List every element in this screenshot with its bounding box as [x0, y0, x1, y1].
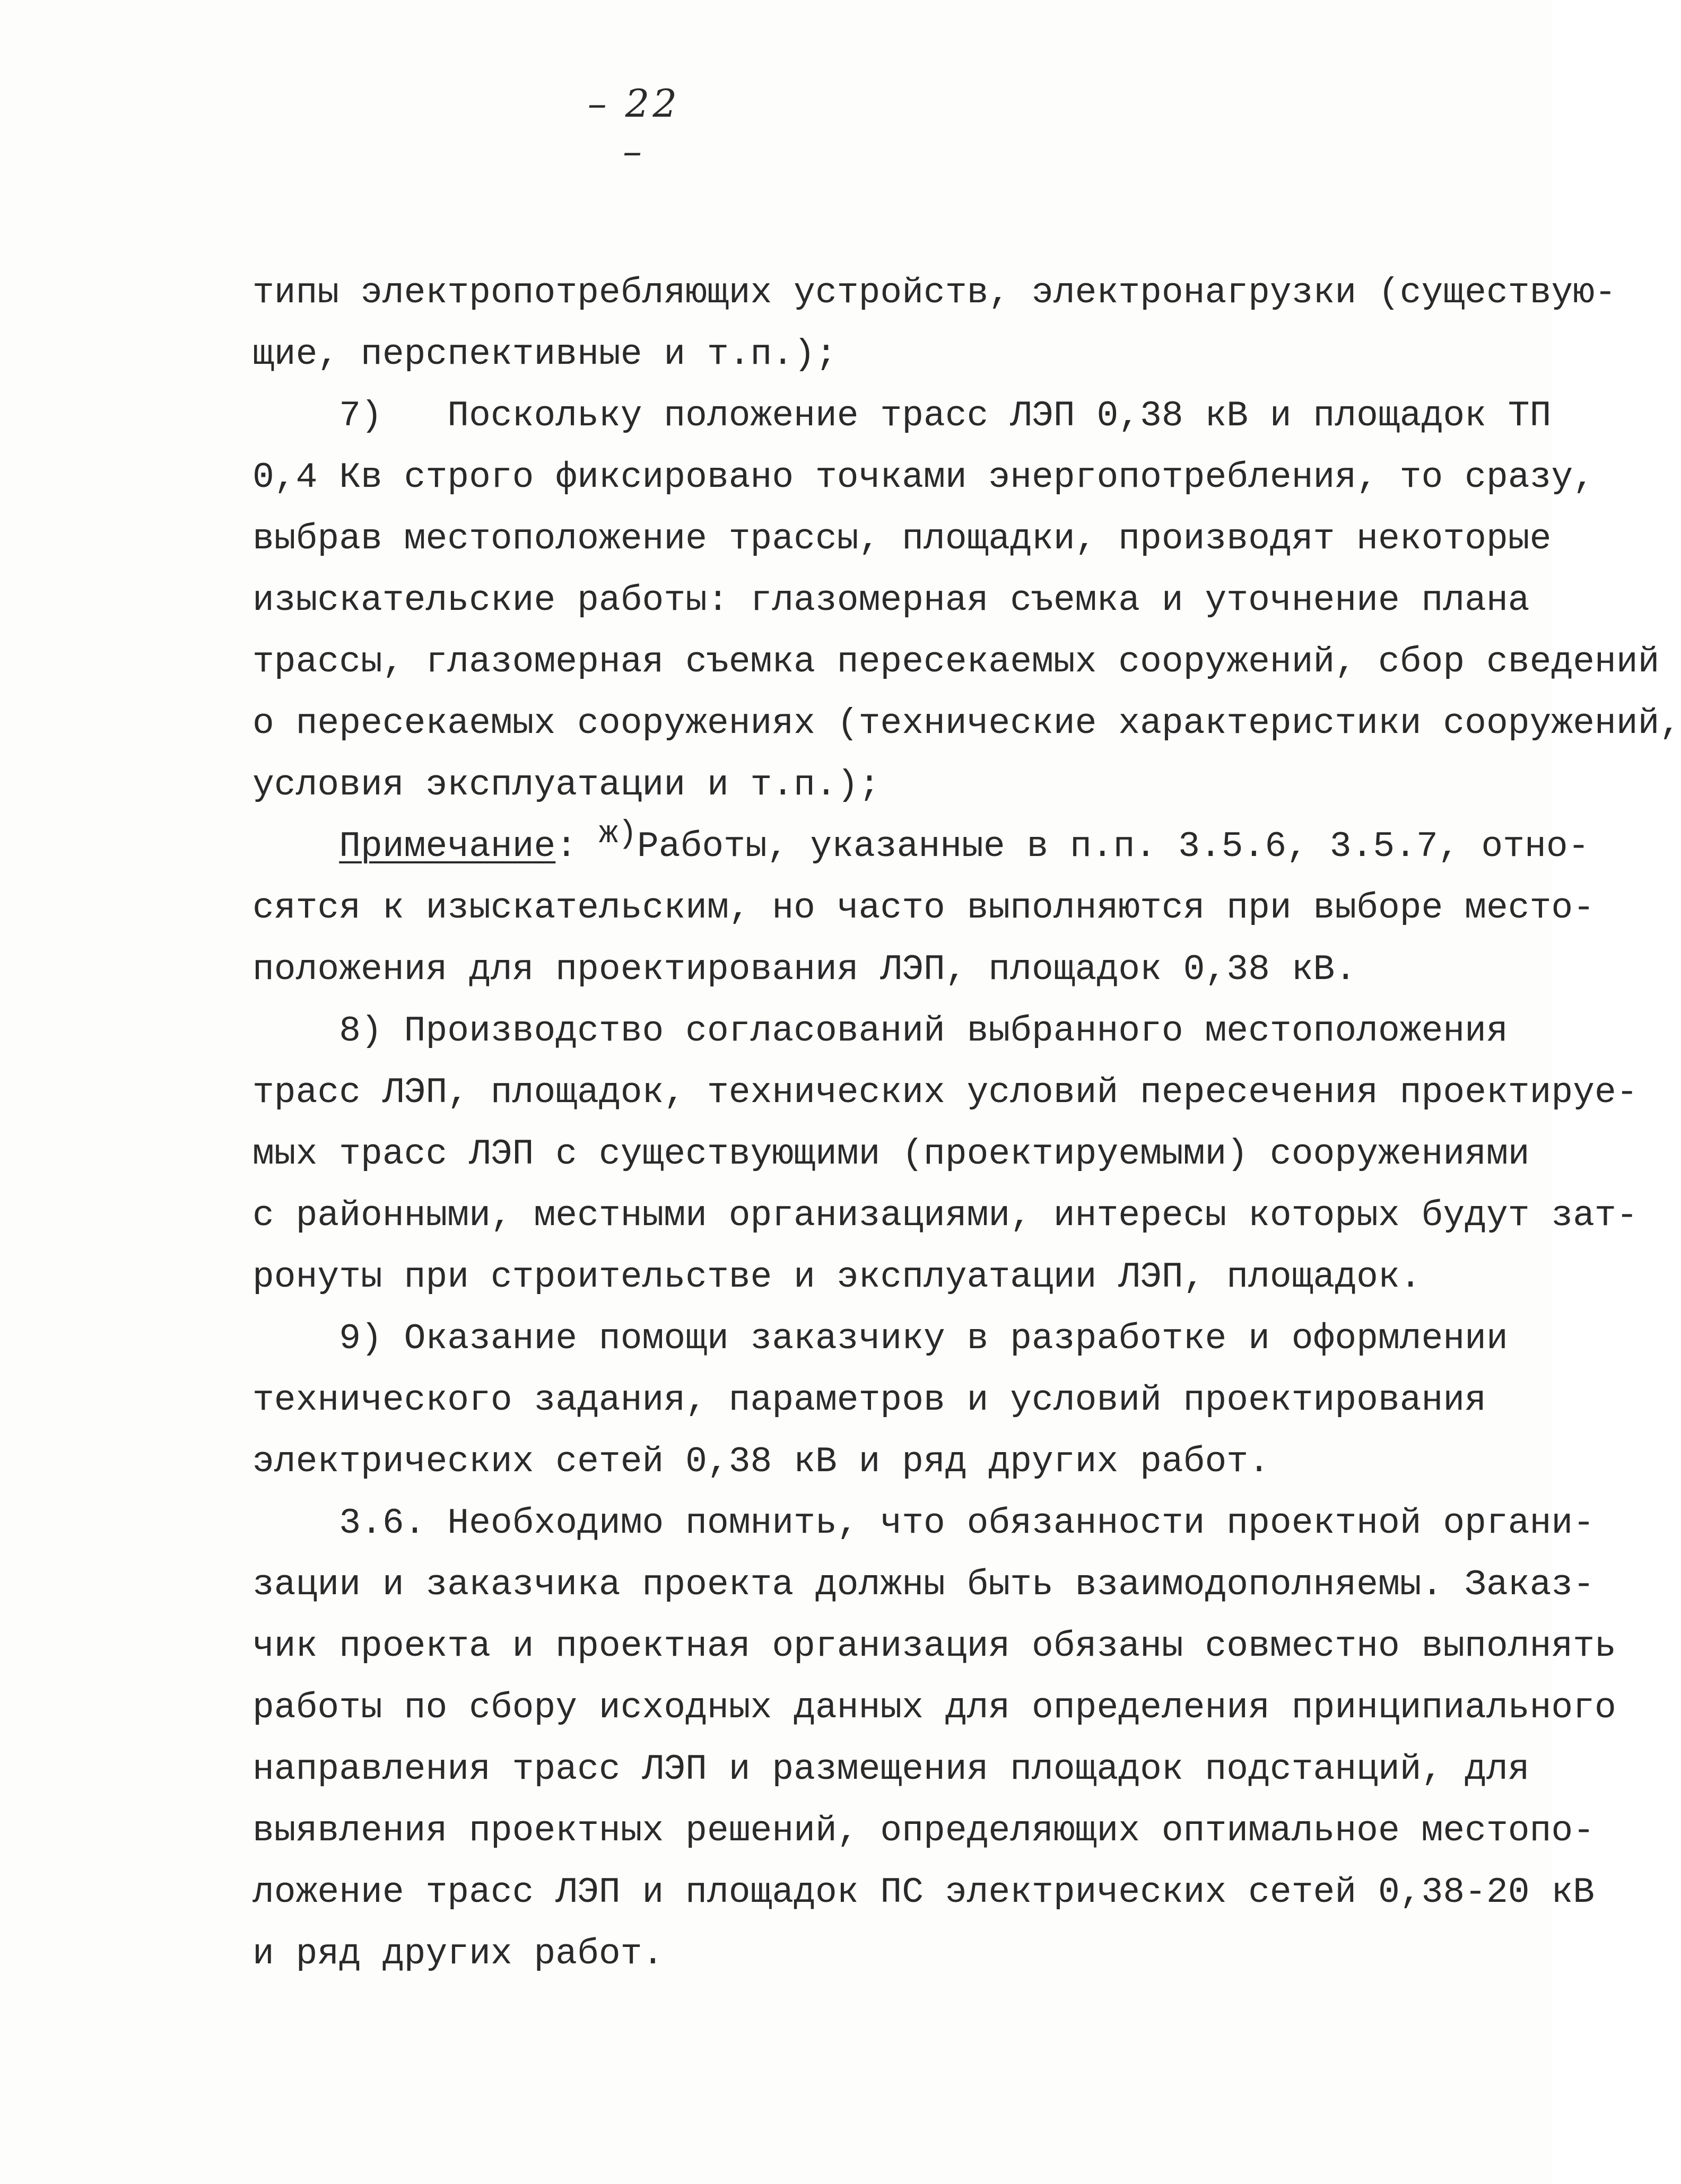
- note-colon: :: [555, 826, 599, 867]
- page-number: – 22 –: [587, 81, 681, 173]
- text-line: изыскательские работы: глазомерная съемка и уточнение плана: [252, 580, 1530, 621]
- text-line: трасс ЛЭП, площадок, технических условий пересечения проектируе-: [252, 1072, 1638, 1113]
- text-line: 9) Оказание помощи заказчику в разработке и оформлении: [252, 1318, 1508, 1359]
- text-line: выявления проектных решений, определяющих оптимальное местопо-: [252, 1811, 1595, 1851]
- text-line: чик проекта и проектная организация обязаны совместно выполнять: [252, 1626, 1616, 1667]
- text-line: щие, перспективные и т.п.);: [252, 334, 837, 375]
- text-line: работы по сбору исходных данных для определения принципиального: [252, 1688, 1616, 1728]
- text-line: направления трасс ЛЭП и размещения площадок подстанций, для: [252, 1749, 1530, 1790]
- text-line: 0,4 Кв строго фиксировано точками энергопотребления, то сразу,: [252, 457, 1595, 498]
- text-line: и ряд других работ.: [252, 1934, 664, 1975]
- note-footnote-marker: ж): [598, 816, 637, 852]
- note-label: Примечание: [339, 826, 556, 867]
- text-line: типы электропотребляющих устройств, электронагрузки (существую-: [252, 273, 1616, 313]
- text-line: условия эксплуатации и т.п.);: [252, 765, 881, 806]
- text-line: зации и заказчика проекта должны быть взаимодополняемы. Заказ-: [252, 1565, 1595, 1605]
- text-line: о пересекаемых сооружениях (технические характеристики сооружений,: [252, 703, 1681, 744]
- text-line: электрических сетей 0,38 кВ и ряд других работ.: [252, 1442, 1270, 1482]
- text-line: технического задания, параметров и условий проектирования: [252, 1380, 1486, 1421]
- text-line: выбрав местоположение трассы, площадки, производят некоторые: [252, 519, 1552, 560]
- text-line: трассы, глазомерная съемка пересекаемых сооружений, сбор сведений: [252, 642, 1660, 683]
- text-line: 8) Производство согласований выбранного местоположения: [252, 1011, 1508, 1052]
- text-line: положения для проектирования ЛЭП, площадок 0,38 кВ.: [252, 949, 1357, 990]
- text-line: ронуты при строительстве и эксплуатации ЛЭП, площадок.: [252, 1257, 1422, 1298]
- text-line: 7) Поскольку положение трасс ЛЭП 0,38 кВ и площадок ТП: [252, 396, 1552, 436]
- text-line: ложение трасс ЛЭП и площадок ПС электрических сетей 0,38-20 кВ: [252, 1872, 1595, 1913]
- text-line: мых трасс ЛЭП с существующими (проектируемыми) сооружениями: [252, 1134, 1530, 1175]
- note-first-line: [252, 816, 1590, 878]
- note-text: Работы, указанные в п.п. 3.5.6, 3.5.7, отно-: [637, 826, 1590, 867]
- text-line: с районными, местными организациями, интересы которых будут зат-: [252, 1195, 1638, 1236]
- text-line: 3.6. Необходимо помнить, что обязанности проектной органи-: [252, 1503, 1595, 1544]
- body-text: [252, 263, 1681, 1985]
- text-line: сятся к изыскательским, но часто выполняются при выборе место-: [252, 888, 1595, 929]
